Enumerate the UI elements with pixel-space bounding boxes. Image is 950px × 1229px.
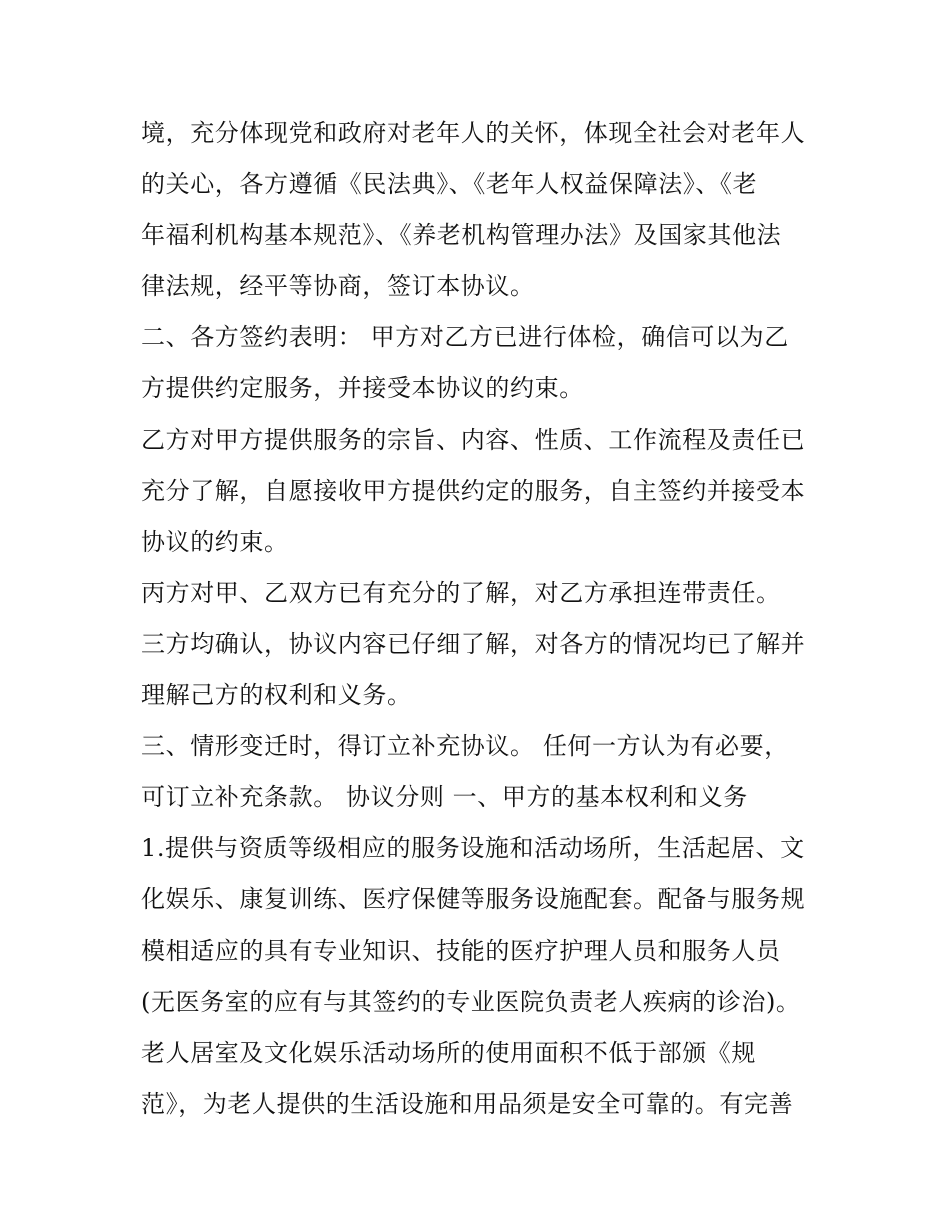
text-line: 年福利机构基本规范》、《养老机构管理办法》及国家其他法 bbox=[141, 221, 782, 250]
text-line: 丙方对甲、乙双方已有充分的了解，对乙方承担连带责任。 bbox=[141, 578, 781, 607]
text-line: 的关心，各方遵循《民法典》、《老年人权益保障法》、《老 bbox=[141, 170, 758, 199]
text-line: 律法规，经平等协商，签订本协议。 bbox=[141, 272, 535, 301]
document-body bbox=[141, 108, 831, 1130]
text-line: 化娱乐、康复训练、医疗保健等服务设施配套。配备与服务规 bbox=[141, 885, 806, 914]
text-line: 理解己方的权利和义务。 bbox=[141, 681, 412, 710]
text-line: 模相适应的具有专业知识、技能的医疗护理人员和服务人员 bbox=[141, 936, 781, 965]
text-line: 乙方对甲方提供服务的宗旨、内容、性质、工作流程及责任已 bbox=[141, 425, 806, 454]
text-line: 三、情形变迁时，得订立补充协议。 任何一方认为有必要， bbox=[141, 732, 789, 761]
text-line: 范》，为老人提供的生活设施和用品须是安全可靠的。有完善 bbox=[141, 1089, 794, 1118]
text-line: 二、各方签约表明： 甲方对乙方已进行体检，确信可以为乙 bbox=[141, 323, 789, 352]
text-line: 老人居室及文化娱乐活动场所的使用面积不低于部颁《规 bbox=[141, 1038, 756, 1067]
text-line: 协议的约束。 bbox=[141, 527, 289, 556]
text-line: 三方均确认，协议内容已仔细了解，对各方的情况均已了解并 bbox=[141, 629, 806, 658]
text-line: 可订立补充条款。 协议分则 一、甲方的基本权利和义务 bbox=[141, 783, 748, 812]
text-line: 充分了解，自愿接收甲方提供约定的服务，自主签约并接受本 bbox=[141, 476, 806, 505]
text-line: 1.提供与资质等级相应的服务设施和活动场所，生活起居、文 bbox=[141, 834, 805, 863]
text-line: 方提供约定服务，并接受本协议的约束。 bbox=[141, 374, 584, 403]
text-line: 境，充分体现党和政府对老年人的关怀，体现全社会对老年人 bbox=[141, 119, 806, 147]
text-line: (无医务室的应有与其签约的专业医院负责老人疾病的诊治)。 bbox=[141, 987, 801, 1016]
